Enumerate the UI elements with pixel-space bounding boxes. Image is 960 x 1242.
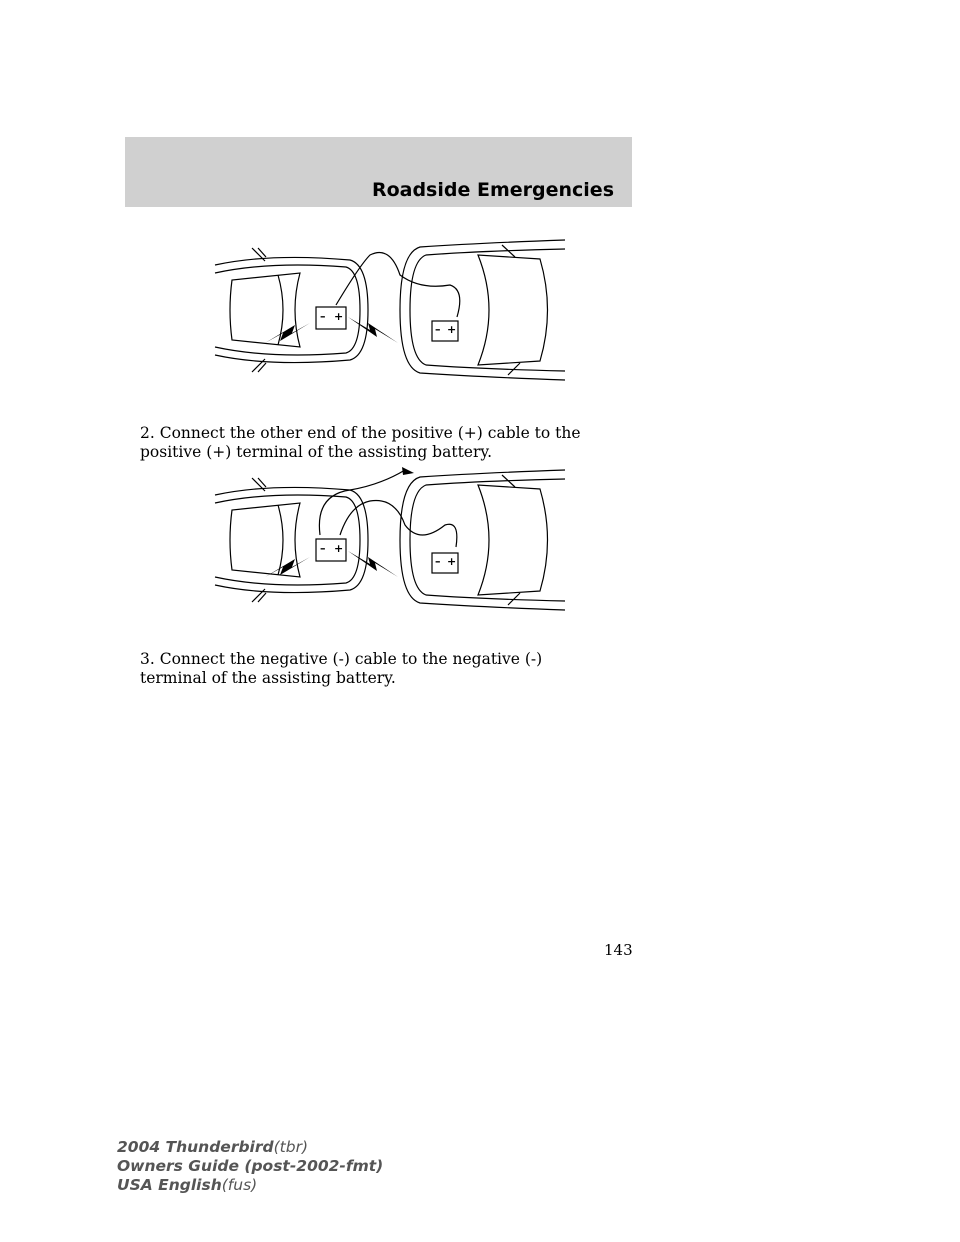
document-footer xyxy=(117,1138,383,1195)
header-band xyxy=(125,137,632,207)
footer-line-1 xyxy=(117,1138,383,1157)
battery-minus-label: – xyxy=(435,323,441,336)
positive-jumper-cable xyxy=(340,501,457,548)
battery-plus-label: + xyxy=(447,555,457,568)
footer-language: USA English xyxy=(117,1176,222,1194)
footer-model: 2004 Thunderbird xyxy=(117,1138,274,1156)
assisting-battery xyxy=(432,321,458,341)
battery-minus-label: – xyxy=(435,555,441,568)
footer-model-code: (tbr) xyxy=(273,1138,309,1156)
footer-line-2 xyxy=(117,1157,383,1176)
disabled-battery xyxy=(316,539,346,561)
spark-icon xyxy=(348,317,398,343)
battery-plus-label: + xyxy=(334,542,344,555)
step-2-text: 2. Connect the other end of the positive (+) cable to the positive (+) terminal of the assisting battery. xyxy=(140,424,581,461)
battery-plus-label: + xyxy=(447,323,457,336)
page-number: 143 xyxy=(604,941,633,959)
disabled-battery xyxy=(316,307,346,329)
jump-start-diagram-2 xyxy=(210,465,570,615)
footer-line-3 xyxy=(117,1176,383,1195)
spark-icon xyxy=(265,323,310,343)
battery-minus-label: – xyxy=(320,542,326,555)
clamp-icon xyxy=(402,467,414,475)
section-title: Roadside Emergencies xyxy=(371,179,614,201)
assisting-vehicle xyxy=(400,240,565,380)
jump-start-diagram-1 xyxy=(210,235,570,385)
footer-language-code: (fus) xyxy=(221,1176,258,1194)
step-3-text: 3. Connect the negative (-) cable to the negative (-) terminal of the assisting battery. xyxy=(140,650,543,687)
assisting-vehicle xyxy=(400,470,565,610)
assisting-battery xyxy=(432,553,458,573)
footer-guide: Owners Guide (post-2002-fmt) xyxy=(117,1157,384,1175)
battery-plus-label: + xyxy=(334,310,344,323)
battery-minus-label: – xyxy=(320,310,326,323)
